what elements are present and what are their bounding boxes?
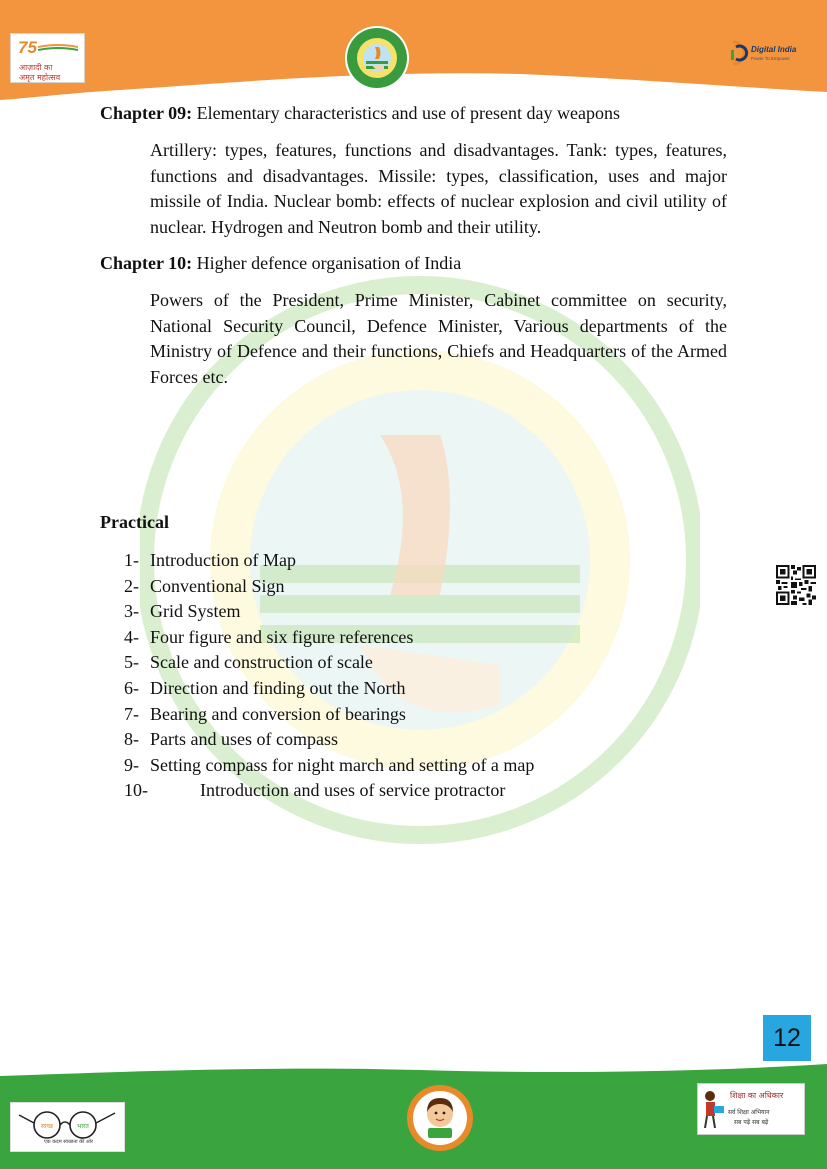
list-item [124,676,534,702]
chapter-10-body: Powers of the President, Prime Minister, Cabinet committee on security, National Security Council, Defence Minister, Various departments of the Ministry of Defence and their functions, Chiefs and Headquarters of the Armed Forces etc. [150,290,727,387]
shiksha-ka-adhikar-logo [697,1083,805,1135]
spectacles-icon [11,1105,126,1141]
chapter-10-label: Chapter 10: [100,253,193,273]
shiksha-title: शिक्षा का अधिकार [730,1091,784,1100]
list-item [124,574,534,600]
list-item-number: 6- [124,677,139,698]
swachh-bharat-logo [10,1102,125,1152]
digital-india-logo [727,36,799,70]
haryana-board-emblem-icon [344,25,410,91]
list-item [124,727,534,753]
list-item [124,650,534,676]
chapter-09-title: Elementary characteristics and use of present day weapons [196,103,620,123]
seventy-mark: 75 [18,38,37,57]
list-item-number: 8- [124,729,139,750]
header-band [0,0,827,118]
chapter-09-label: Chapter 09: [100,103,193,123]
list-item-text: Introduction and uses of service protractor [200,780,506,801]
swachh-word: स्वच्छ [40,1123,54,1130]
digital-india-subtext: Power To Empower [751,56,790,61]
list-item-number: 2- [124,575,139,596]
azadi-ka-amrit-mahotsav-logo [10,33,85,83]
list-item-number: 4- [124,626,139,647]
practical-list [124,548,534,804]
list-item-number: 10- [124,780,148,801]
list-item-number: 9- [124,754,139,775]
chapter-10-heading [100,252,727,274]
page-number-badge [763,1015,811,1061]
list-item-text: Grid System [150,601,241,622]
chapter-10-title: Higher defence organisation of India [196,253,462,273]
list-item-text: Conventional Sign [150,575,285,596]
list-item-text: Scale and construction of scale [150,652,373,673]
azadi-logo-line1: आज़ादी का [19,63,53,72]
children-reading-icon [700,1086,730,1134]
list-item-text: Introduction of Map [150,550,296,570]
list-item [124,625,534,651]
shiksha-line2: सब पढ़ें सब बढ़ें [734,1119,769,1126]
list-item-number: 5- [124,652,139,673]
qr-code-icon[interactable] [776,565,816,605]
list-item-text: Bearing and conversion of bearings [150,703,406,724]
chapter-09-heading [100,102,727,124]
tricolour-stripes-icon [38,44,78,54]
azadi-logo-line2: अमृत महोत्सव [19,73,61,82]
list-item-number: 7- [124,703,139,724]
list-item [124,778,534,804]
digital-india-mark-icon [727,38,749,68]
list-item-number: 1- [124,550,139,570]
page-number: 12 [773,1023,801,1052]
list-item [124,753,534,779]
header-wave-shape [0,0,827,118]
beti-bachao-beti-padhao-icon [405,1078,475,1154]
chapter-09-body: Artillery: types, features, functions and disadvantages. Tank: types, features, functions and disadvantages. Missile: types, classification, uses and major missile of India. Nuclear bomb: effects of nuclear explosion and civil utility of nuclear. Hydrogen and Neutron bomb and their utility. [150,140,727,237]
list-item [124,702,534,728]
practical-heading: Practical [100,512,169,532]
shiksha-line1: सर्व शिक्षा अभियान [728,1109,770,1116]
list-item-number: 3- [124,601,139,622]
list-item-text: Direction and finding out the North [150,677,406,698]
list-item-text: Parts and uses of compass [150,729,338,750]
list-item [124,548,534,574]
list-item [124,599,534,625]
bharat-word: भारत [77,1123,89,1130]
list-item-text: Four figure and six figure references [150,626,414,647]
list-item-text: Setting compass for night march and setting of a map [150,754,535,775]
digital-india-text: Digital India [751,45,797,54]
swachh-bharat-tagline: एक कदम स्वच्छता की ओर [44,1139,93,1145]
